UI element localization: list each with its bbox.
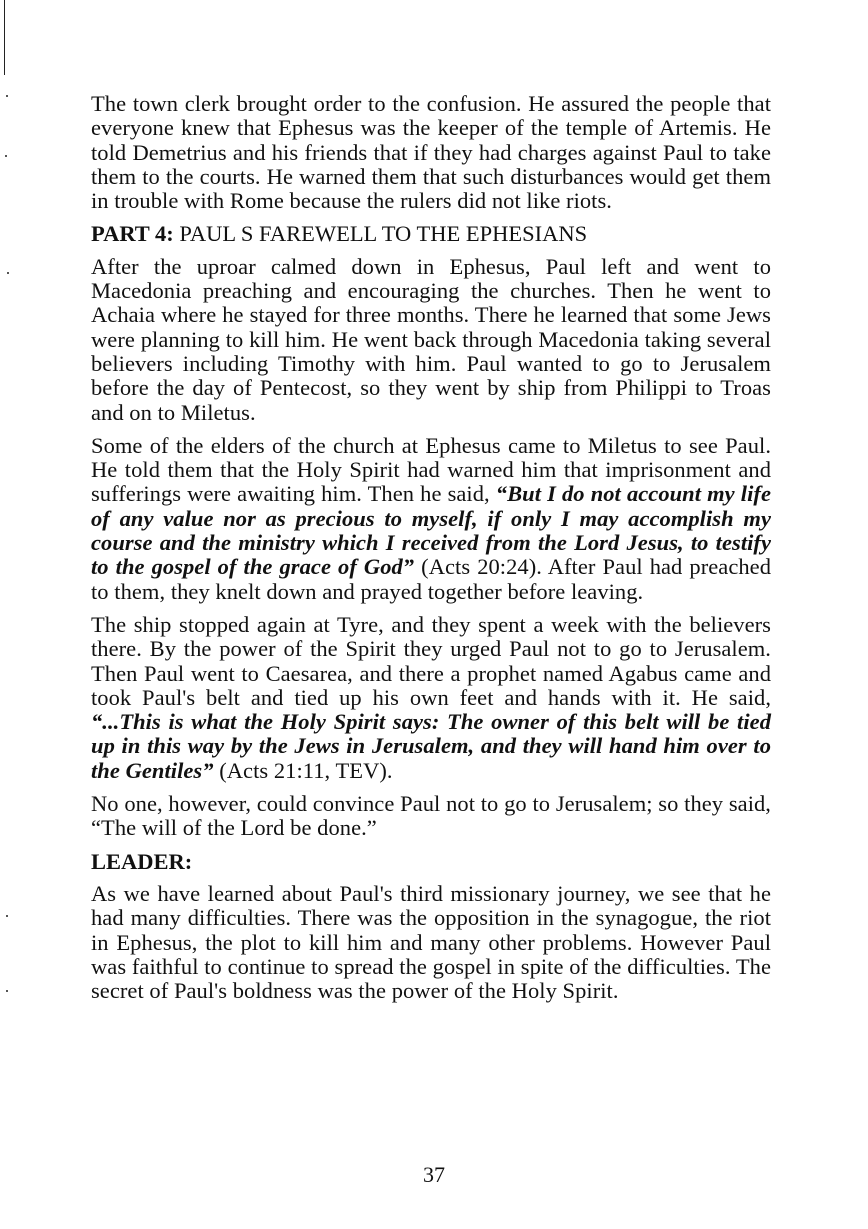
section-heading-title: PAUL S FAREWELL TO THE EPHESIANS [173, 221, 588, 247]
scripture-quote: “...This is what the Holy Spirit says: The owner of this belt will be tied up in this way by the Jews in Jerusalem, and they will hand him over to the Gentiles” [91, 709, 771, 783]
body-paragraph [91, 434, 771, 604]
text-run: After the uproar calmed down in Ephesus, Paul left and went to Macedonia preaching and encouraging the churches. Then he went to Achaia where he stayed for three months. There he learned that some Jews were planning to kill him. He went back through Macedonia taking several believers including Timothy with him. Paul wanted to go to Jerusalem before the day of Pentecost, so they went by ship from Philippi to Troas and on to Miletus. [91, 253, 771, 425]
scan-speck [5, 155, 7, 157]
body-paragraph [91, 792, 771, 841]
text-run: (Acts 21:11, TEV). [213, 757, 393, 783]
body-paragraph [91, 255, 771, 425]
intro-paragraph [91, 92, 771, 213]
scan-speck [6, 915, 8, 917]
text-run: As we have learned about Paul's third missionary journey, we see that he had many difficulties. There was the opposition in the synagogue, the riot in Ephesus, the plot to kill him and many other problems. However Paul was faithful to continue to spread the gospel in spite of the difficulties. The secret of Paul's boldness was the power of the Holy Spirit. [91, 880, 771, 1004]
body-paragraph [91, 613, 771, 783]
closing-paragraph [91, 882, 771, 1003]
scripture-quote: “But I do not account my life of any value nor as precious to myself, if only I may accomplish my course and the ministry which I received from the Lord Jesus, to testify to the gospel of the grace of God” [91, 481, 771, 580]
scan-speck [6, 990, 8, 992]
document-page [91, 92, 771, 1012]
text-run: No one, however, could convince Paul not to go to Jerusalem; so they said, “The will of the Lord be done.” [91, 791, 771, 841]
section-heading-lead: PART 4: [91, 221, 174, 247]
scan-speck [6, 95, 8, 97]
leader-label: LEADER: [91, 848, 193, 874]
page-number: 37 [423, 1162, 445, 1187]
text-run: (Acts 20:24). After Paul had preached to them, they knelt down and prayed together before leaving. [91, 554, 771, 604]
text-run: The town clerk brought order to the confusion. He assured the people that everyone knew that Ephesus was the keeper of the temple of Artemis. He told Demetrius and his friends that if they had charges against Paul to take them to the courts. He warned them that such disturbances would get them in trouble with Rome because the rulers did not like riots. [91, 91, 771, 214]
section-heading [91, 222, 771, 246]
binding-edge-mark [4, 0, 5, 75]
text-run: Some of the elders of the church at Ephesus came to Miletus to see Paul. He told them that the Holy Spirit had warned him that imprisonment and sufferings were awaiting him. Then he said, [91, 432, 771, 507]
scan-speck [7, 272, 9, 274]
text-run: The ship stopped again at Tyre, and they spent a week with the believers there. By the power of the Spirit they urged Paul not to go to Jerusalem. Then Paul went to Caesarea, and there a prophet named Agabus came and took Paul's belt and tied up his own feet and hands with it. He said, [91, 611, 771, 710]
